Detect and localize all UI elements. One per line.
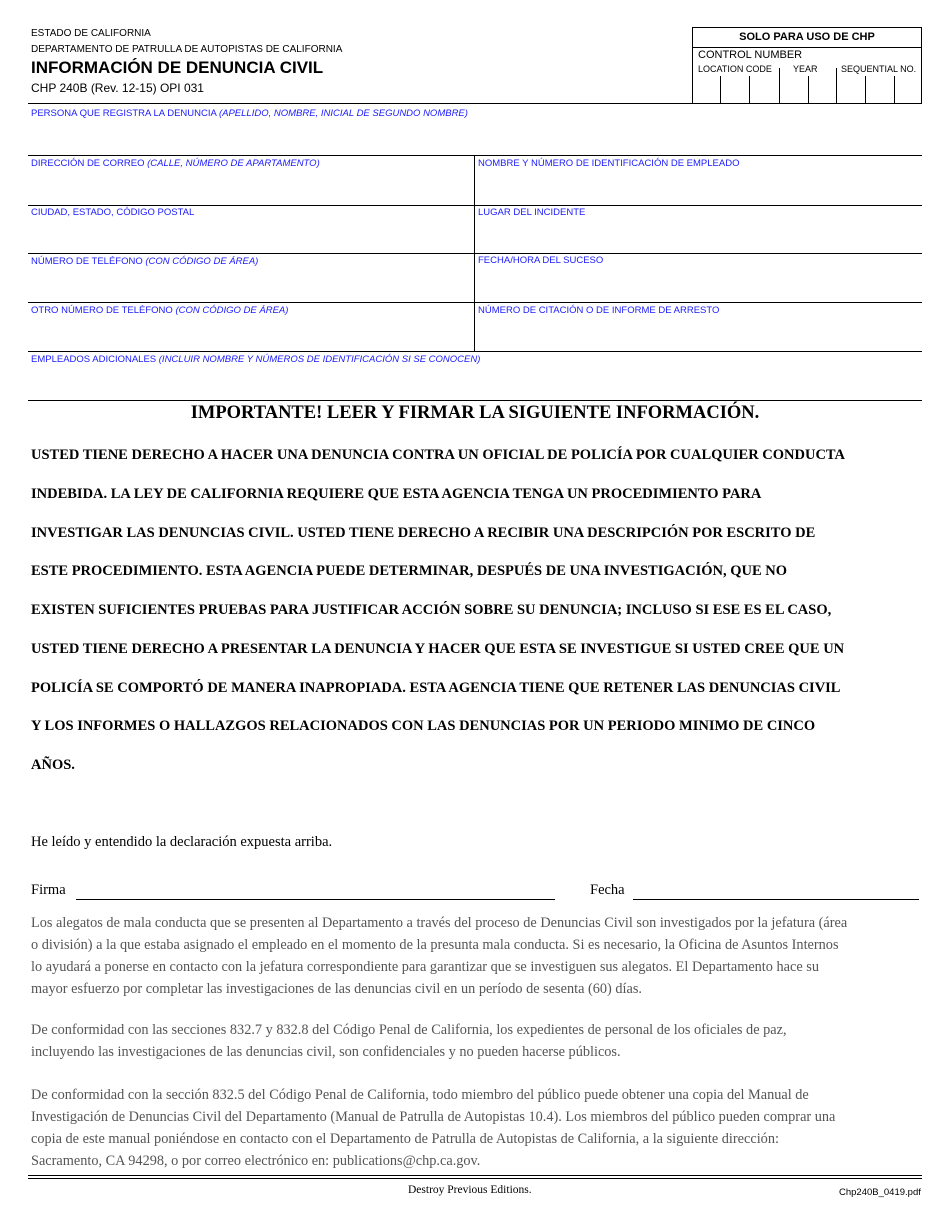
form-number: CHP 240B (Rev. 12-15) OPI 031 <box>31 81 204 95</box>
important-line: USTED TIENE DERECHO A PRESENTAR LA DENUNCIA Y HACER QUE ESTA SE INVESTIGUE SI USTED CREE QUE UN <box>31 641 845 657</box>
important-line: INVESTIGAR LAS DENUNCIAS CIVIL. USTED TIENE DERECHO A RECIBIR UNA DESCRIPCIÓN POR ESCRITO DE <box>31 525 816 541</box>
important-line: ESTE PROCEDIMIENTO. ESTA AGENCIA PUEDE DETERMINAR, DESPUÉS DE UNA INVESTIGACIÓN, QUE NO <box>31 563 788 579</box>
phone-field[interactable]: NÚMERO DE TELÉFONO (CON CÓDIGO DE ÁREA) <box>31 256 259 267</box>
signature-label: Firma <box>31 882 66 898</box>
citation-number-field[interactable]: NÚMERO DE CITACIÓN O DE INFORME DE ARRESTO <box>478 305 720 316</box>
important-heading: IMPORTANTE! LEER Y FIRMAR LA SIGUIENTE INFORMACIÓN. <box>190 403 760 423</box>
control-number-label: CONTROL NUMBER <box>698 49 803 61</box>
location-code-label: LOCATION CODE <box>698 64 772 74</box>
additional-employees-field[interactable]: EMPLEADOS ADICIONALES (INCLUIR NOMBRE Y NÚMEROS DE IDENTIFICACIÓN SI SE CONOCEN) <box>31 354 481 365</box>
employee-name-id-field[interactable]: NOMBRE Y NÚMERO DE IDENTIFICACIÓN DE EMPLEADO <box>478 158 740 169</box>
date-line[interactable] <box>633 899 919 900</box>
signature-line[interactable] <box>76 899 555 900</box>
page-title: INFORMACIÓN DE DENUNCIA CIVIL <box>31 58 324 77</box>
info-paragraph: Los alegatos de mala conducta que se presenten al Departamento a través del proceso de Denuncias Civil son investigados por la jefatura (área o división) a la que estaba asignado el empleado en el momento de la presunta mala conducta. Si es necesario, la Oficina de Asuntos Internos lo ayudará a ponerse en contacto con la jefatura correspondiente para garantizar que se investiguen sus alegatos. El Departamento hace su mayor esfuerzo por completar las investigaciones de las denuncias civil en un período de sesenta (60) días. <box>31 915 848 997</box>
important-line: AÑOS. <box>31 757 75 773</box>
acknowledgement-text: He leído y entendido la declaración expuesta arriba. <box>31 834 333 850</box>
info-paragraph: De conformidad con la sección 832.5 del Código Penal de California, todo miembro del público puede obtener una copia del Manual de Investigación de Denuncias Civil del Departamento (Manual de Patrulla de Autopistas 10.4). Los miembros del público pueden comprar una copia de este manual poniéndose en contacto con el Departamento de Patrulla de Autopistas de California, a la siguiente dirección: Sacramento, CA 94298, o por correo electrónico en: publications@chp.ca.gov. <box>31 1087 836 1169</box>
city-state-zip-field[interactable]: CIUDAD, ESTADO, CÓDIGO POSTAL <box>31 207 195 218</box>
mailing-address-field[interactable]: DIRECCIÓN DE CORREO (CALLE, NÚMERO DE APARTAMENTO) <box>31 158 320 169</box>
destroy-note: Destroy Previous Editions. <box>408 1184 532 1196</box>
date-label: Fecha <box>590 882 625 898</box>
important-line: USTED TIENE DERECHO A HACER UNA DENUNCIA CONTRA UN OFICIAL DE POLICÍA POR CUALQUIER CONDUCTA <box>31 447 845 463</box>
important-line: POLICÍA SE COMPORTÓ DE MANERA INAPROPIADA. ESTA AGENCIA TIENE QUE RETENER LAS DENUNCIAS CIVIL <box>31 680 841 696</box>
department-name: DEPARTAMENTO DE PATRULLA DE AUTOPISTAS DE CALIFORNIA <box>31 44 343 55</box>
important-line: Y LOS INFORMES O HALLAZGOS RELACIONADOS CON LAS DENUNCIAS POR UN PERIODO MINIMO DE CINCO <box>31 718 816 734</box>
date-time-field[interactable]: FECHA/HORA DEL SUCESO <box>478 255 604 266</box>
file-id: Chp240B_0419.pdf <box>839 1187 921 1198</box>
complainant-field[interactable]: PERSONA QUE REGISTRA LA DENUNCIA (APELLIDO, NOMBRE, INICIAL DE SEGUNDO NOMBRE) <box>31 108 468 119</box>
important-line: INDEBIDA. LA LEY DE CALIFORNIA REQUIERE QUE ESTA AGENCIA TENGA UN PROCEDIMIENTO PARA <box>31 486 762 502</box>
other-phone-field[interactable]: OTRO NÚMERO DE TELÉFONO (CON CÓDIGO DE ÁREA) <box>31 305 289 316</box>
chp-box-heading: SOLO PARA USO DE CHP <box>693 28 921 48</box>
info-paragraph: De conformidad con las secciones 832.7 y 832.8 del Código Penal de California, los expedientes de personal de los oficiales de paz, incluyendo las investigaciones de las denuncias civil, son confidenciales y no pueden hacerse públicos. <box>31 1022 787 1060</box>
sequential-no-label: SEQUENTIAL NO. <box>841 64 917 74</box>
chp-use-box <box>692 27 922 103</box>
state-name: ESTADO DE CALIFORNIA <box>31 28 151 39</box>
year-label: YEAR <box>793 64 818 74</box>
incident-location-field[interactable]: LUGAR DEL INCIDENTE <box>478 207 586 218</box>
important-line: EXISTEN SUFICIENTES PRUEBAS PARA JUSTIFICAR ACCIÓN SOBRE SU DENUNCIA; INCLUSO SI ESE ES EL CASO, <box>31 602 832 618</box>
